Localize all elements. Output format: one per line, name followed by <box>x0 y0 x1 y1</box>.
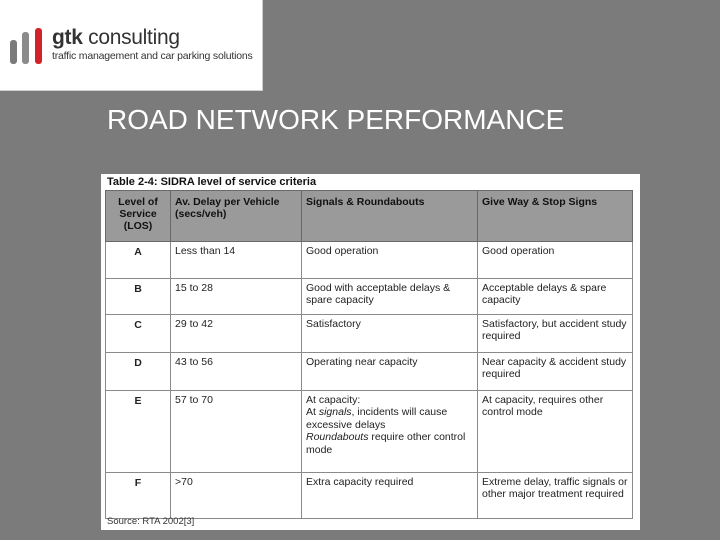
logo-company-name <box>52 26 180 50</box>
cell-delay: Less than 14 <box>171 242 302 279</box>
signals-capacity-line: At capacity: <box>306 394 361 406</box>
cell-delay: >70 <box>171 473 302 519</box>
cell-giveway: At capacity, requires other control mode <box>478 391 633 473</box>
cell-grade: A <box>106 242 171 279</box>
header-los: Level of Service (LOS) <box>106 191 171 242</box>
cell-grade: D <box>106 353 171 391</box>
table-caption: Table 2-4: SIDRA level of service criteria <box>107 176 317 188</box>
table-row <box>106 242 633 279</box>
signals-incidents-line <box>306 406 473 431</box>
logo-tagline: traffic management and car parking solutions <box>52 50 253 62</box>
table-row <box>106 473 633 519</box>
logo-bar-red <box>35 28 42 64</box>
table-row <box>106 279 633 315</box>
logo-bar-grey-tall <box>22 32 29 64</box>
cell-signals <box>302 391 478 473</box>
logo-name-rest: consulting <box>82 26 180 49</box>
cell-grade: E <box>106 391 171 473</box>
cell-grade: B <box>106 279 171 315</box>
logo-bar-grey-short <box>10 40 17 64</box>
table-row <box>106 391 633 473</box>
cell-grade: C <box>106 315 171 353</box>
table-source: Source: RTA 2002[3] <box>107 516 195 527</box>
cell-signals: Good with acceptable delays & spare capacity <box>302 279 478 315</box>
cell-delay: 15 to 28 <box>171 279 302 315</box>
roundabouts-line <box>306 431 473 456</box>
logo-bars-icon <box>8 28 48 66</box>
slide-title: ROAD NETWORK PERFORMANCE <box>107 104 565 135</box>
signals-word: signals <box>318 406 352 419</box>
signals-at: At <box>306 406 319 419</box>
header-giveway: Give Way & Stop Signs <box>478 191 633 242</box>
cell-delay: 57 to 70 <box>171 391 302 473</box>
header-signals: Signals & Roundabouts <box>302 191 478 242</box>
table-row <box>106 353 633 391</box>
los-criteria-table <box>105 190 633 519</box>
company-logo <box>0 0 263 91</box>
cell-grade: F <box>106 473 171 519</box>
table-row <box>106 315 633 353</box>
cell-signals: Extra capacity required <box>302 473 478 519</box>
cell-delay: 29 to 42 <box>171 315 302 353</box>
header-delay: Av. Delay per Vehicle (secs/veh) <box>171 191 302 242</box>
signals-incidents-rest: , incidents will cause excessive delays <box>306 406 448 431</box>
roundabouts-rest: require other control mode <box>306 431 466 456</box>
cell-giveway: Good operation <box>478 242 633 279</box>
table-header-row <box>106 191 633 242</box>
cell-giveway: Extreme delay, traffic signals or other major treatment required <box>478 473 633 519</box>
cell-signals: Satisfactory <box>302 315 478 353</box>
los-document-excerpt <box>101 174 640 530</box>
cell-signals: Operating near capacity <box>302 353 478 391</box>
cell-giveway: Satisfactory, but accident study required <box>478 315 633 353</box>
roundabouts-word: Roundabouts <box>306 431 369 444</box>
logo-name-bold: gtk <box>52 26 83 49</box>
cell-giveway: Acceptable delays & spare capacity <box>478 279 633 315</box>
cell-giveway: Near capacity & accident study required <box>478 353 633 391</box>
cell-signals: Good operation <box>302 242 478 279</box>
cell-delay: 43 to 56 <box>171 353 302 391</box>
